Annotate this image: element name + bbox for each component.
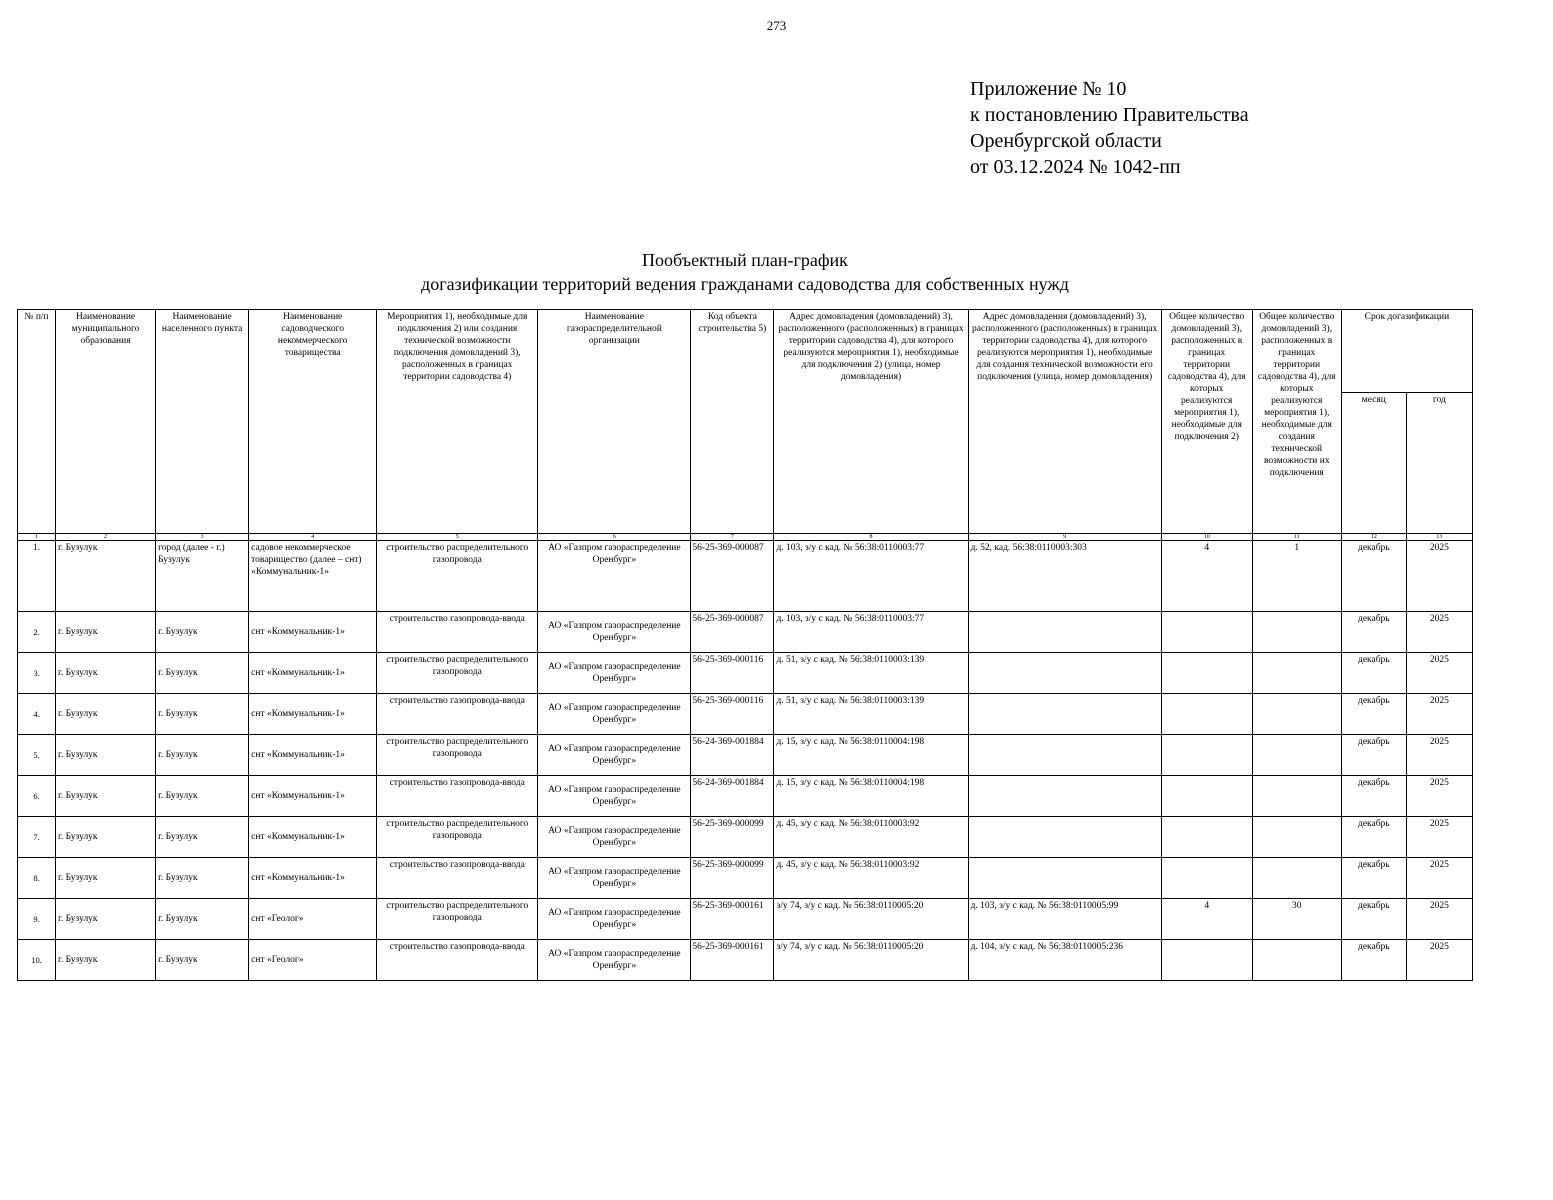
row-number: 3.	[18, 653, 56, 694]
address-connection-cell: д. 103, з/у с кад. № 56:38:0110003:77	[774, 541, 968, 612]
header-year: год	[1406, 393, 1472, 534]
address-technical-cell	[968, 776, 1161, 817]
count-connection-cell: 4	[1161, 541, 1252, 612]
organization-cell: АО «Газпром газораспределение Оренбург»	[538, 541, 691, 612]
header-count-technical: Общее количество домовладений 3), расположенных в границах территории садоводства 4), для которых реализуются мероприятия 1), необходимые для создания технической возможности их подключения	[1252, 310, 1341, 534]
address-technical-cell	[968, 817, 1161, 858]
organization-cell: АО «Газпром газораспределение Оренбург»	[538, 735, 691, 776]
event-cell: строительство газопровода-ввода	[377, 612, 538, 653]
title-line: Пообъектный план-график	[642, 250, 848, 270]
year-cell: 2025	[1406, 735, 1472, 776]
month-cell: декабрь	[1341, 735, 1406, 776]
partnership-cell: садовое некоммерческое товарищество (далее – снт) «Коммунальник-1»	[249, 541, 377, 612]
address-technical-cell	[968, 735, 1161, 776]
row-number: 9.	[18, 899, 56, 940]
header-events: Мероприятия 1), необходимые для подключения 2) или создания технической возможности подключения домовладений 3), расположенных в границах территории садоводства 4)	[377, 310, 538, 534]
municipality-cell: г. Бузулук	[56, 899, 156, 940]
event-cell: строительство газопровода-ввода	[377, 776, 538, 817]
event-cell: строительство распределительного газопровода	[377, 653, 538, 694]
column-number: 3	[156, 534, 249, 541]
row-number: 7.	[18, 817, 56, 858]
count-technical-cell: 30	[1252, 899, 1341, 940]
organization-cell: АО «Газпром газораспределение Оренбург»	[538, 940, 691, 981]
title-line: догазификации территорий ведения гражданами садоводства для собственных нужд	[421, 274, 1069, 294]
partnership-cell: снт «Коммунальник-1»	[249, 735, 377, 776]
settlement-cell: г. Бузулук	[156, 940, 249, 981]
organization-cell: АО «Газпром газораспределение Оренбург»	[538, 858, 691, 899]
event-cell: строительство распределительного газопровода	[377, 735, 538, 776]
month-cell: декабрь	[1341, 612, 1406, 653]
municipality-cell: г. Бузулук	[56, 612, 156, 653]
partnership-cell: снт «Коммунальник-1»	[249, 612, 377, 653]
count-connection-cell	[1161, 653, 1252, 694]
municipality-cell: г. Бузулук	[56, 858, 156, 899]
count-connection-cell	[1161, 612, 1252, 653]
count-technical-cell: 1	[1252, 541, 1341, 612]
year-cell: 2025	[1406, 653, 1472, 694]
address-connection-cell: д. 51, з/у с кад. № 56:38:0110003:139	[774, 694, 968, 735]
header-number: № п/п	[18, 310, 56, 534]
column-number: 9	[968, 534, 1161, 541]
object-code-cell: 56-25-369-000161	[691, 940, 774, 981]
address-connection-cell: д. 45, з/у с кад. № 56:38:0110003:92	[774, 817, 968, 858]
table-row	[18, 817, 1473, 858]
page-number: 273	[766, 18, 787, 33]
municipality-cell: г. Бузулук	[56, 817, 156, 858]
partnership-cell: снт «Коммунальник-1»	[249, 817, 377, 858]
settlement-cell: г. Бузулук	[156, 694, 249, 735]
month-cell: декабрь	[1341, 899, 1406, 940]
year-cell: 2025	[1406, 694, 1472, 735]
header-settlement: Наименование населенного пункта	[156, 310, 249, 534]
row-number: 10.	[18, 940, 56, 981]
header-municipality: Наименование муниципального образования	[56, 310, 156, 534]
event-cell: строительство распределительного газопровода	[377, 541, 538, 612]
event-cell: строительство распределительного газопровода	[377, 899, 538, 940]
partnership-cell: снт «Геолог»	[249, 899, 377, 940]
row-number: 5.	[18, 735, 56, 776]
partnership-cell: снт «Геолог»	[249, 940, 377, 981]
count-connection-cell	[1161, 776, 1252, 817]
settlement-cell: г. Бузулук	[156, 612, 249, 653]
municipality-cell: г. Бузулук	[56, 776, 156, 817]
header-address-technical: Адрес домовладения (домовладений) 3), расположенного (расположенных) в границах территории садоводства 4), для которого реализуются мероприятия 1), необходимые для создания технической возможности его подключения (улица, номер домовладения)	[968, 310, 1161, 534]
row-number: 8.	[18, 858, 56, 899]
header-partnership: Наименование садоводческого некоммерческого товарищества	[249, 310, 377, 534]
partnership-cell: снт «Коммунальник-1»	[249, 694, 377, 735]
appendix-line: Оренбургской области	[970, 130, 1162, 152]
object-code-cell: 56-25-369-000161	[691, 899, 774, 940]
row-number: 2.	[18, 612, 56, 653]
column-number: 7	[691, 534, 774, 541]
count-connection-cell	[1161, 735, 1252, 776]
settlement-cell: г. Бузулук	[156, 858, 249, 899]
plan-table	[17, 309, 1473, 981]
municipality-cell: г. Бузулук	[56, 735, 156, 776]
address-technical-cell: д. 104, з/у с кад. № 56:38:0110005:236	[968, 940, 1161, 981]
municipality-cell: г. Бузулук	[56, 653, 156, 694]
month-cell: декабрь	[1341, 940, 1406, 981]
settlement-cell: г. Бузулук	[156, 735, 249, 776]
header-address-connection: Адрес домовладения (домовладений) 3), расположенного (расположенных) в границах территории садоводства 4), для которого реализуются мероприятия 1), необходимые для подключения 2) (улица, номер домовладения)	[774, 310, 968, 534]
count-connection-cell	[1161, 817, 1252, 858]
count-technical-cell	[1252, 694, 1341, 735]
address-technical-cell: д. 103, з/у с кад. № 56:38:0110005:99	[968, 899, 1161, 940]
organization-cell: АО «Газпром газораспределение Оренбург»	[538, 612, 691, 653]
municipality-cell: г. Бузулук	[56, 541, 156, 612]
object-code-cell: 56-25-369-000087	[691, 612, 774, 653]
table-row	[18, 735, 1473, 776]
settlement-cell: г. Бузулук	[156, 899, 249, 940]
settlement-cell: г. Бузулук	[156, 817, 249, 858]
column-number: 2	[56, 534, 156, 541]
settlement-cell: город (далее - г.) Бузулук	[156, 541, 249, 612]
header-object-code: Код объекта строительства 5)	[691, 310, 774, 534]
column-number: 4	[249, 534, 377, 541]
table-body	[18, 541, 1473, 981]
column-number: 8	[774, 534, 968, 541]
object-code-cell: 56-25-369-000116	[691, 653, 774, 694]
column-number: 1	[18, 534, 56, 541]
municipality-cell: г. Бузулук	[56, 940, 156, 981]
count-technical-cell	[1252, 735, 1341, 776]
table-row	[18, 776, 1473, 817]
column-number: 11	[1252, 534, 1341, 541]
count-connection-cell	[1161, 694, 1252, 735]
event-cell: строительство распределительного газопровода	[377, 817, 538, 858]
row-number: 4.	[18, 694, 56, 735]
address-connection-cell: д. 15, з/у с кад. № 56:38:0110004:198	[774, 735, 968, 776]
object-code-cell: 56-25-369-000099	[691, 817, 774, 858]
year-cell: 2025	[1406, 899, 1472, 940]
partnership-cell: снт «Коммунальник-1»	[249, 858, 377, 899]
count-technical-cell	[1252, 858, 1341, 899]
count-technical-cell	[1252, 940, 1341, 981]
year-cell: 2025	[1406, 541, 1472, 612]
appendix-line: Приложение № 10	[970, 78, 1127, 100]
month-cell: декабрь	[1341, 694, 1406, 735]
organization-cell: АО «Газпром газораспределение Оренбург»	[538, 653, 691, 694]
year-cell: 2025	[1406, 612, 1472, 653]
address-technical-cell	[968, 694, 1161, 735]
month-cell: декабрь	[1341, 858, 1406, 899]
table-row	[18, 541, 1473, 612]
month-cell: декабрь	[1341, 541, 1406, 612]
row-number: 1.	[18, 541, 56, 612]
table-row	[18, 858, 1473, 899]
object-code-cell: 56-25-369-000116	[691, 694, 774, 735]
table-row	[18, 612, 1473, 653]
appendix-line: к постановлению Правительства	[970, 104, 1249, 126]
count-connection-cell: 4	[1161, 899, 1252, 940]
address-technical-cell	[968, 858, 1161, 899]
table-row	[18, 899, 1473, 940]
count-connection-cell	[1161, 940, 1252, 981]
header-count-connection: Общее количество домовладений 3), расположенных в границах территории садоводства 4), для которых реализуются мероприятия 1), необходимые для подключения 2)	[1161, 310, 1252, 534]
address-technical-cell	[968, 612, 1161, 653]
count-technical-cell	[1252, 776, 1341, 817]
event-cell: строительство газопровода-ввода	[377, 694, 538, 735]
organization-cell: АО «Газпром газораспределение Оренбург»	[538, 776, 691, 817]
appendix-line: от 03.12.2024 № 1042-пп	[970, 156, 1181, 178]
month-cell: декабрь	[1341, 653, 1406, 694]
organization-cell: АО «Газпром газораспределение Оренбург»	[538, 899, 691, 940]
address-technical-cell: д. 52, кад. 56:38:0110003:303	[968, 541, 1161, 612]
column-number: 13	[1406, 534, 1472, 541]
header-month: месяц	[1341, 393, 1406, 534]
year-cell: 2025	[1406, 817, 1472, 858]
table-row	[18, 653, 1473, 694]
object-code-cell: 56-25-369-000087	[691, 541, 774, 612]
event-cell: строительство газопровода-ввода	[377, 858, 538, 899]
address-connection-cell: д. 103, з/у с кад. № 56:38:0110003:77	[774, 612, 968, 653]
document-title	[0, 248, 1490, 296]
table-row	[18, 694, 1473, 735]
column-number: 10	[1161, 534, 1252, 541]
address-connection-cell: з/у 74, з/у с кад. № 56:38:0110005:20	[774, 899, 968, 940]
table-row	[18, 940, 1473, 981]
municipality-cell: г. Бузулук	[56, 694, 156, 735]
object-code-cell: 56-25-369-000099	[691, 858, 774, 899]
column-number: 5	[377, 534, 538, 541]
object-code-cell: 56-24-369-001884	[691, 776, 774, 817]
settlement-cell: г. Бузулук	[156, 653, 249, 694]
year-cell: 2025	[1406, 858, 1472, 899]
organization-cell: АО «Газпром газораспределение Оренбург»	[538, 694, 691, 735]
partnership-cell: снт «Коммунальник-1»	[249, 776, 377, 817]
year-cell: 2025	[1406, 940, 1472, 981]
event-cell: строительство газопровода-ввода	[377, 940, 538, 981]
address-connection-cell: д. 51, з/у с кад. № 56:38:0110003:139	[774, 653, 968, 694]
row-number: 6.	[18, 776, 56, 817]
partnership-cell: снт «Коммунальник-1»	[249, 653, 377, 694]
header-gas-organization: Наименование газораспределительной организации	[538, 310, 691, 534]
address-technical-cell	[968, 653, 1161, 694]
year-cell: 2025	[1406, 776, 1472, 817]
count-technical-cell	[1252, 653, 1341, 694]
object-code-cell: 56-24-369-001884	[691, 735, 774, 776]
month-cell: декабрь	[1341, 817, 1406, 858]
address-connection-cell: з/у 74, з/у с кад. № 56:38:0110005:20	[774, 940, 968, 981]
organization-cell: АО «Газпром газораспределение Оренбург»	[538, 817, 691, 858]
address-connection-cell: д. 15, з/у с кад. № 56:38:0110004:198	[774, 776, 968, 817]
address-connection-cell: д. 45, з/у с кад. № 56:38:0110003:92	[774, 858, 968, 899]
month-cell: декабрь	[1341, 776, 1406, 817]
column-number: 6	[538, 534, 691, 541]
count-connection-cell	[1161, 858, 1252, 899]
count-technical-cell	[1252, 817, 1341, 858]
count-technical-cell	[1252, 612, 1341, 653]
appendix-block	[970, 76, 1249, 180]
header-term: Срок догазификации	[1341, 310, 1472, 393]
settlement-cell: г. Бузулук	[156, 776, 249, 817]
column-number: 12	[1341, 534, 1406, 541]
